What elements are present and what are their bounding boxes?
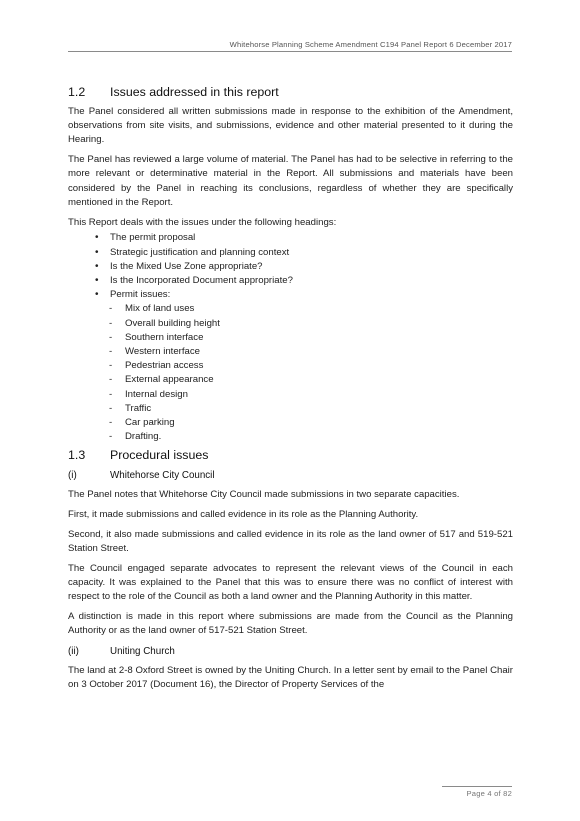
bullet-item: • The permit proposal [68, 231, 513, 245]
paragraph: Second, it also made submissions and called evidence in its role as the land owner of 517 and 519-521 Station Street. [68, 529, 513, 555]
paragraph: The Panel considered all written submissions made in response to the exhibition of the Amendment, observations from site visits, and submissions, evidence and other material presented to it during the Hearing. [68, 106, 513, 146]
section-title: Procedural issues [110, 448, 209, 463]
section-title: Issues addressed in this report [110, 85, 279, 99]
dash-item: - Southern interface [68, 331, 513, 345]
paragraph: The Panel has reviewed a large volume of material. The Panel has had to be selective in referring to the more relevant or determinative material in the Report. All submissions and materials have been considered by the Panel in reaching its conclusions, regardless of whether they are specifically mentioned in the Report. [68, 154, 513, 208]
bullet-item: • Is the Incorporated Document appropriate? [68, 274, 513, 288]
section-number: 1.3 [68, 448, 86, 463]
paragraph: This Report deals with the issues under the following headings: [68, 216, 337, 228]
paragraph: The Council engaged separate advocates to represent the relevant views of the Council in each capacity. It was explained to the Panel that this was to ensure there was no conflict of interest with respect to the role of the Council as both a land owner and the Planning Authority in this matter. [68, 563, 513, 603]
dash-item: - Pedestrian access [68, 359, 513, 373]
paragraph: First, it made submissions and called evidence in its role as the Planning Authority. [68, 509, 419, 521]
subsection-title: Uniting Church [110, 645, 175, 657]
dash-item: - Car parking [68, 416, 513, 430]
permit-issues-list [68, 302, 513, 444]
subsection-heading-ii [68, 645, 513, 659]
dash-item: - Overall building height [68, 317, 513, 331]
bullet-item: • Permit issues: [68, 288, 513, 302]
dash-item: - Drafting. [68, 430, 513, 444]
paragraph: A distinction is made in this report where submissions are made from the Council as the Planning Authority or as the land owner of 517-521 Station Street. [68, 611, 513, 637]
page-content [68, 84, 513, 698]
paragraph: The Panel notes that Whitehorse City Council made submissions in two separate capacities. [68, 489, 460, 501]
dash-item: - Internal design [68, 388, 513, 402]
bullet-item: • Strategic justification and planning context [68, 246, 513, 260]
issues-bullet-list [68, 231, 513, 302]
dash-item: - Traffic [68, 402, 513, 416]
dash-item: - Western interface [68, 345, 513, 359]
subsection-title: Whitehorse City Council [110, 470, 215, 482]
subsection-number: (i) [68, 470, 77, 482]
subsection-heading-i [68, 469, 513, 483]
subsection-number: (ii) [68, 645, 79, 657]
running-header: Whitehorse Planning Scheme Amendment C194 Panel Report 6 December 2017 [68, 40, 512, 52]
section-heading-1-2 [68, 84, 513, 100]
dash-item: - Mix of land uses [68, 302, 513, 316]
footer-rule [442, 786, 512, 787]
bullet-item: • Is the Mixed Use Zone appropriate? [68, 260, 513, 274]
section-number: 1.2 [68, 85, 86, 99]
section-heading-1-3 [68, 447, 513, 463]
paragraph: The land at 2-8 Oxford Street is owned by the Uniting Church. In a letter sent by email to the Panel Chair on 3 October 2017 (Document 16), the Director of Property Services of the [68, 664, 513, 690]
dash-item: - External appearance [68, 373, 513, 387]
page-number: Page 4 of 82 [466, 789, 512, 798]
